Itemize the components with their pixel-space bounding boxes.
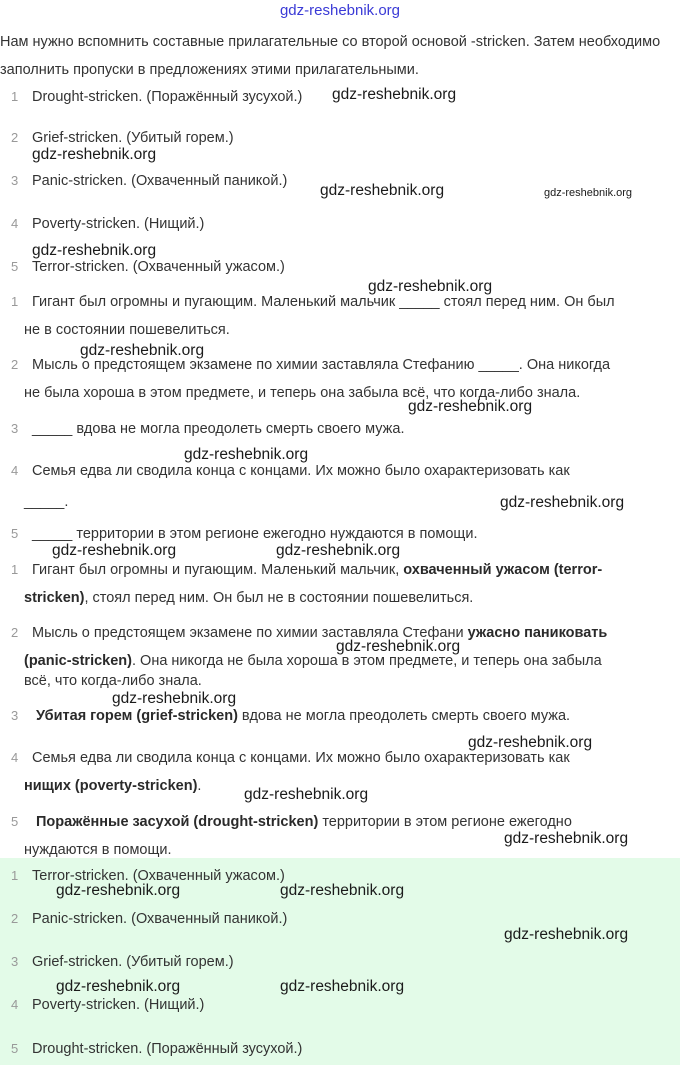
item-number: 2: [11, 130, 19, 145]
item-number: 1: [11, 294, 19, 309]
item-number: 5: [11, 814, 19, 829]
watermark: gdz-reshebnik.org: [332, 86, 457, 103]
item-text: не была хороша в этом предмете, и теперь она забыла всё, что когда-либо знала.: [24, 385, 581, 401]
watermark: gdz-reshebnik.org: [500, 494, 625, 511]
item-number: 2: [11, 357, 19, 372]
watermark: gdz-reshebnik.org: [504, 830, 629, 847]
item-text: _____.: [24, 494, 69, 510]
answer-bold: Убитая горем (grief-stricken): [36, 708, 238, 724]
watermark: gdz-reshebnik.org: [56, 978, 181, 995]
watermark: gdz-reshebnik.org: [280, 978, 405, 995]
item-text: [24, 584, 676, 612]
item-number: 3: [11, 173, 19, 188]
item-number: 2: [11, 911, 19, 926]
watermark: gdz-reshebnik.org: [544, 187, 633, 199]
answer-bold: (panic-stricken): [24, 653, 132, 669]
answer-bold: ужасно паниковать: [467, 625, 608, 641]
watermark: gdz-reshebnik.org: [52, 542, 177, 559]
answer-post: . Она никогда не была хороша в этом предмете, и теперь она забыла: [131, 653, 602, 669]
item-text: Drought-stricken. (Поражённый зусухой.): [32, 1041, 303, 1057]
watermark: gdz-reshebnik.org: [320, 182, 445, 199]
item-number: 1: [11, 562, 19, 577]
item-number: 4: [11, 216, 19, 231]
watermark: gdz-reshebnik.org: [280, 882, 405, 899]
answer-post: , стоял перед ним. Он был не в состоянии пошевелиться.: [84, 590, 474, 606]
item-number: 4: [11, 463, 19, 478]
item-text: Grief-stricken. (Убитый горем.): [32, 954, 234, 970]
item-text: Гигант был огромны и пугающим. Маленький мальчик _____ стоял перед ним. Он был: [32, 294, 615, 310]
answer-pre: Мысль о предстоящем экзамене по химии заставляла Стефани: [32, 625, 468, 641]
answer-post: вдова не могла преодолеть смерть своего мужа.: [237, 708, 571, 724]
watermark: gdz-reshebnik.org: [408, 398, 533, 415]
item-number: 5: [11, 526, 19, 541]
item-number: 2: [11, 625, 19, 640]
watermark: gdz-reshebnik.org: [468, 734, 593, 751]
item-number: 3: [11, 954, 19, 969]
answer-bold: нищих (poverty-stricken): [24, 778, 198, 794]
item-number: 1: [11, 868, 19, 883]
watermark: gdz-reshebnik.org: [336, 638, 461, 655]
item-text: _____ территории в этом регионе ежегодно нуждаются в помощи.: [32, 526, 478, 542]
answer-pre: Гигант был огромны и пугающим. Маленький мальчик,: [32, 562, 404, 578]
item-number: 4: [11, 997, 19, 1012]
answer-post: территории в этом регионе ежегодно: [318, 814, 572, 830]
answer-post: .: [197, 778, 202, 794]
item-text: _____ вдова не могла преодолеть смерть своего мужа.: [32, 421, 405, 437]
watermark: gdz-reshebnik.org: [112, 690, 237, 707]
item-text: Terror-stricken. (Охваченный ужасом.): [32, 868, 285, 884]
item-number: 5: [11, 1041, 19, 1056]
item-text: Poverty-stricken. (Нищий.): [32, 997, 205, 1013]
answer-bold: охваченный ужасом (terror-: [403, 562, 603, 578]
item-text: Panic-stricken. (Охваченный паникой.): [32, 911, 288, 927]
item-number: 3: [11, 708, 19, 723]
answer-bold: stricken): [24, 590, 85, 606]
item-number: 4: [11, 750, 19, 765]
item-number: 3: [11, 421, 19, 436]
item-number: 5: [11, 259, 19, 274]
item-number: 1: [11, 89, 19, 104]
item-text: всё, что когда-либо знала.: [24, 673, 202, 689]
item-text: Poverty-stricken. (Нищий.): [32, 216, 205, 232]
item-text: Мысль о предстоящем экзамене по химии заставляла Стефанию _____. Она никогда: [32, 357, 611, 373]
intro-paragraph: Нам нужно вспомнить составные прилагательные со второй основой -stricken. Затем необходимо заполнить пропуски в предложениях этими прилагательными.: [0, 34, 661, 78]
watermark: gdz-reshebnik.org: [184, 446, 309, 463]
item-text: Семья едва ли сводила конца с концами. Их можно было охарактеризовать как: [32, 463, 570, 479]
item-text: Terror-stricken. (Охваченный ужасом.): [32, 259, 285, 275]
item-text: Grief-stricken. (Убитый горем.): [32, 130, 234, 146]
item-text: Drought-stricken. (Поражённый зусухой.): [32, 89, 303, 105]
answer-bold: Поражённые засухой (drought-stricken): [36, 814, 319, 830]
watermark: gdz-reshebnik.org: [56, 882, 181, 899]
watermark: gdz-reshebnik.org: [80, 342, 205, 359]
item-text: [32, 556, 676, 584]
watermark: gdz-reshebnik.org: [504, 926, 629, 943]
item-text: не в состоянии пошевелиться.: [24, 322, 230, 338]
watermark: gdz-reshebnik.org: [244, 786, 369, 803]
item-text: нуждаются в помощи.: [24, 842, 172, 858]
item-text: Panic-stricken. (Охваченный паникой.): [32, 173, 288, 189]
watermark: gdz-reshebnik.org: [368, 278, 493, 295]
watermark: gdz-reshebnik.org: [276, 542, 401, 559]
item-text: Семья едва ли сводила конца с концами. Их можно было охарактеризовать как: [32, 750, 570, 766]
watermark: gdz-reshebnik.org: [32, 242, 157, 259]
site-header-link[interactable]: gdz-reshebnik.org: [279, 2, 401, 19]
watermark: gdz-reshebnik.org: [32, 146, 157, 163]
